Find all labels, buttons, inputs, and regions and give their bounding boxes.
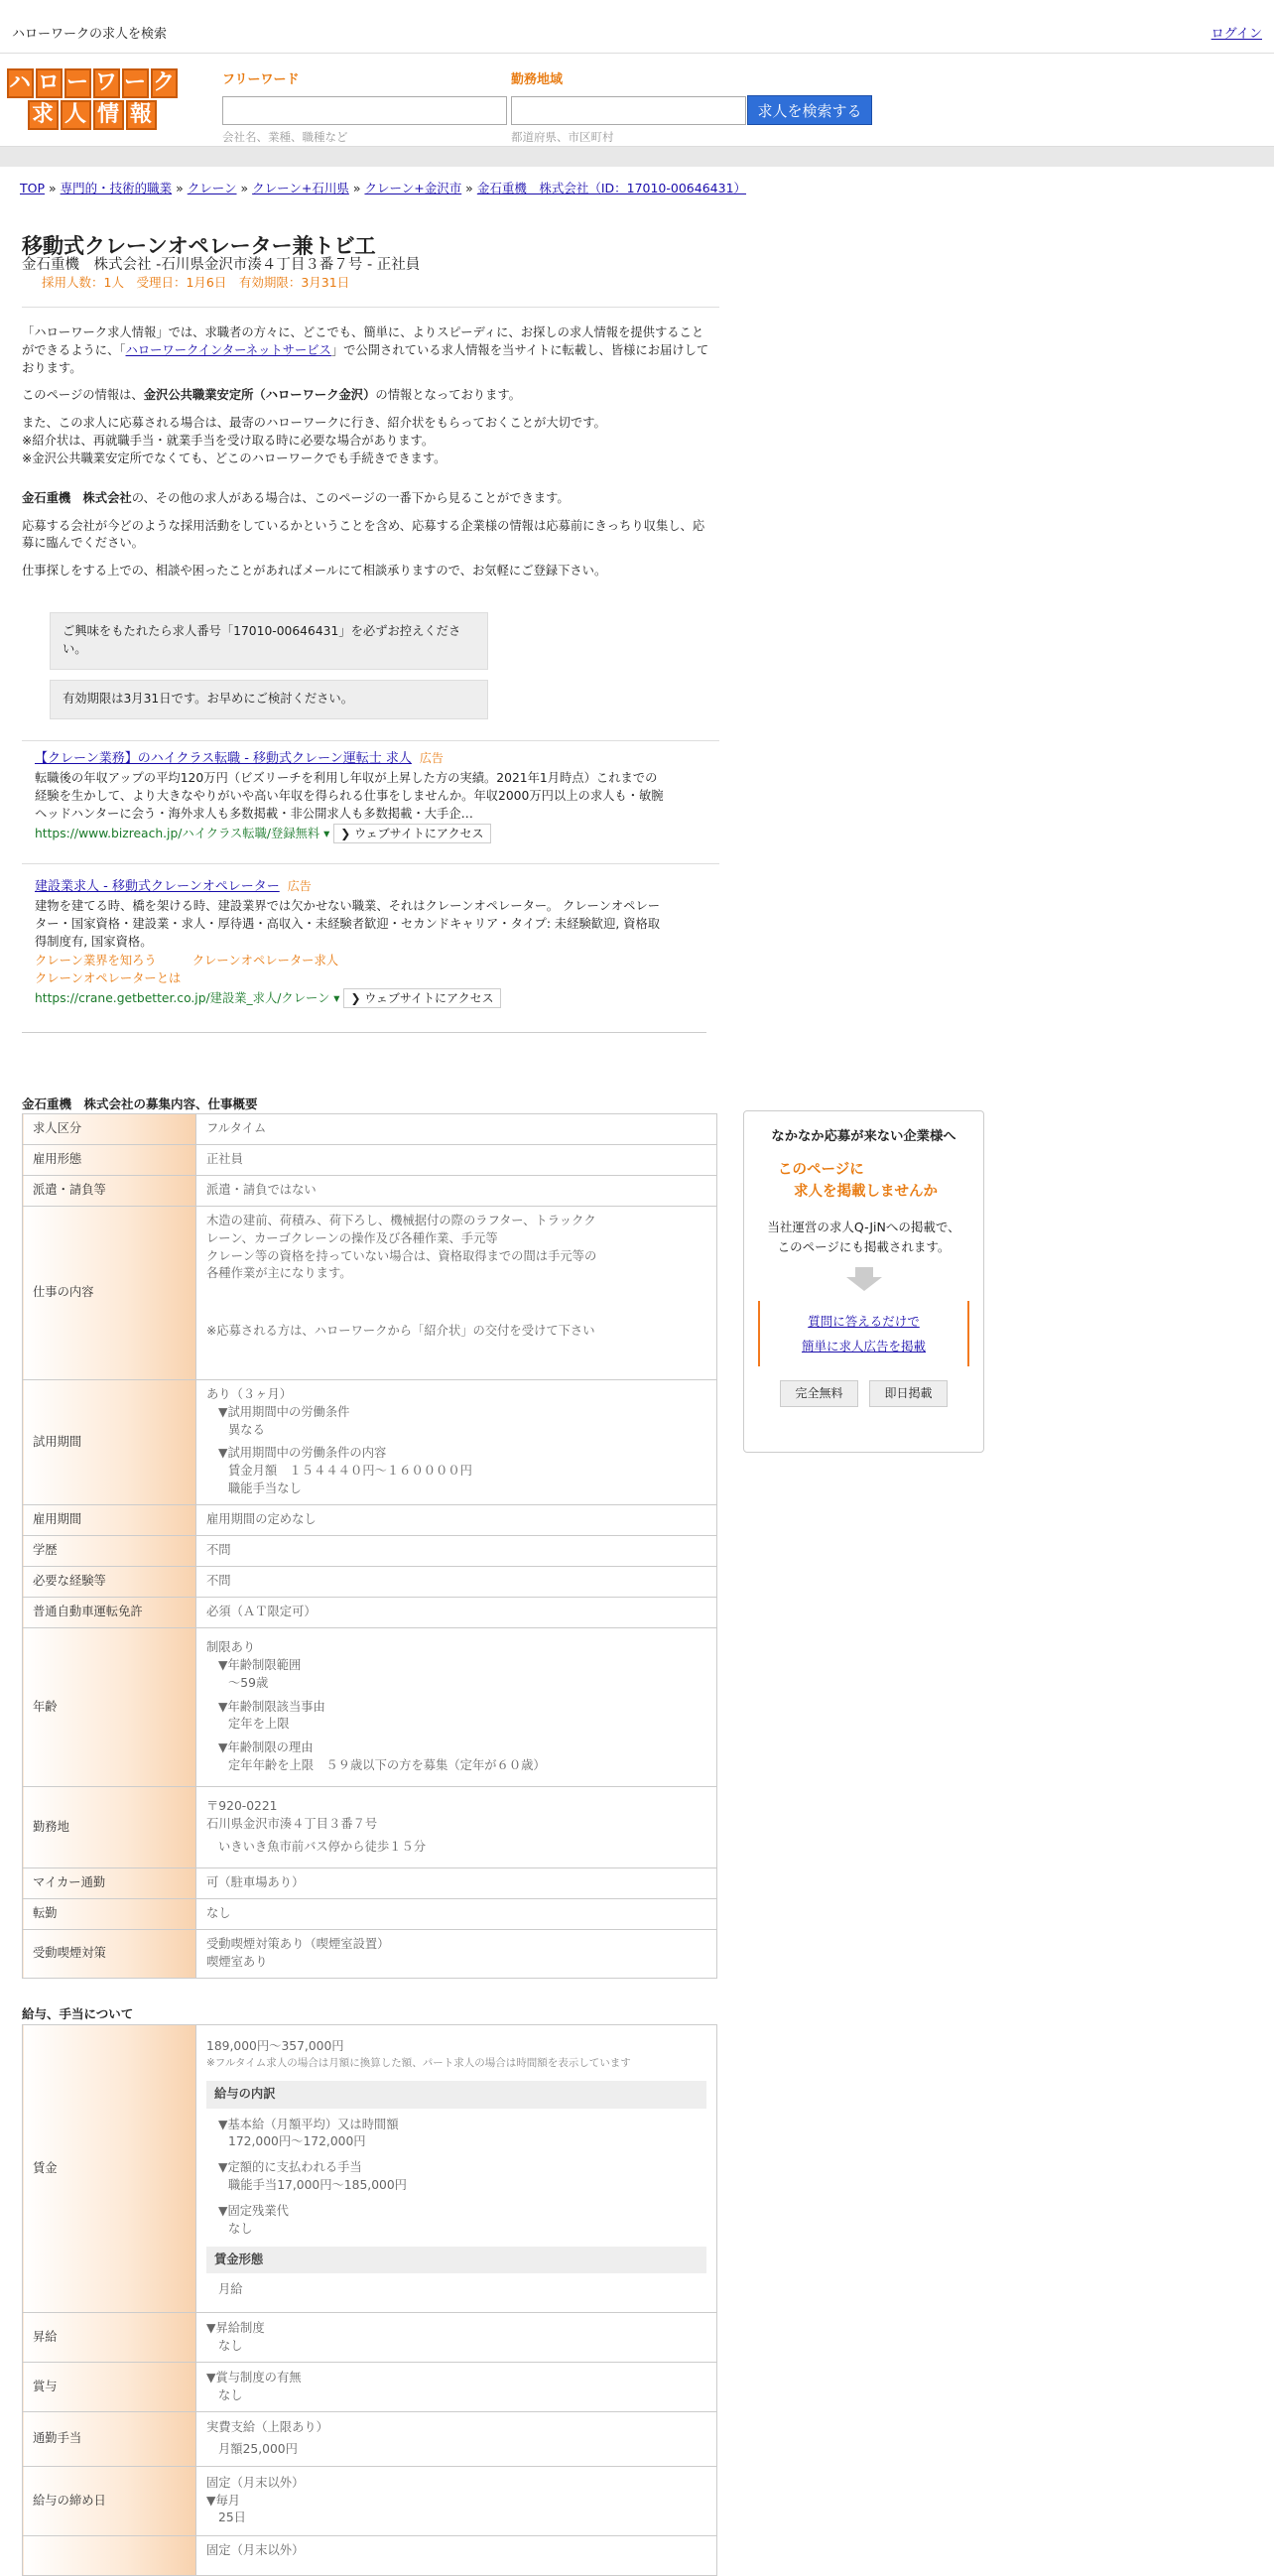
breadcrumb-crane[interactable]: クレーン bbox=[187, 181, 237, 195]
divider bbox=[22, 307, 719, 308]
table-row: 派遣・請負等 派遣・請負ではない bbox=[23, 1176, 717, 1207]
salary-table bbox=[22, 2024, 717, 2576]
table-row: 普通自動車運転免許 必須（ＡＴ限定可） bbox=[23, 1597, 717, 1627]
ad-title-link[interactable]: 建設業求人 - 移動式クレーンオペレーター bbox=[35, 879, 280, 894]
breadcrumb-crane-ishikawa[interactable]: クレーン+石川県 bbox=[252, 181, 349, 195]
table-row: マイカー通勤 可（駐車場あり） bbox=[23, 1868, 717, 1898]
sidebar-heading: なかなか応募が来ない企業様へ bbox=[771, 1129, 956, 1144]
free-button[interactable]: 完全無料 bbox=[780, 1380, 857, 1407]
area-input[interactable] bbox=[511, 96, 746, 125]
ad-tag: 広告 bbox=[287, 879, 312, 893]
ad-block bbox=[35, 749, 665, 843]
breadcrumb: TOP » 専門的・技術的職業 » クレーン » クレーン+石川県 » クレーン+金沢市 » 金石重機 株式会社（ID：17010-00646431） bbox=[20, 181, 747, 195]
intro-text: 「ハローワーク求人情報」では、求職者の方々に、どこでも、簡単に、よりスピーディに、お探しの求人情報を提供することができるように、「ハローワークインターネットサービス」で公開されている求人情報を当サイトに転載し、皆様にお届けしております。 このページの情報は、金沢公共職業安定所（ハローワーク金沢）の情報となっております。 また、この求人に応募される場合は、最寄のハローワークに行き、紹介状をもらっておくことが大切です。 ※紹介状は、再就職手当・就業手当を受け取る時に必要な場合があります。 ※金沢公共職業安定所でなくても、どこのハローワークでも手続きできます。 金石重機 株式会社の、その他の求人がある場合は、このページの一番下から見ることができます。 応募する会社が今どのような採用活動をしているかということを含め、応募する企業様の情報は応募前にきっちり収集し、応募に臨んでください。 仕事探しをする上での、相談や困ったことがあればメールにて相談承りますので、お気軽にご登録下さい。 bbox=[22, 325, 709, 579]
login-link[interactable]: ログイン bbox=[1210, 27, 1262, 42]
sidebar-buttons bbox=[744, 1380, 983, 1407]
sidebar-link-box bbox=[758, 1301, 969, 1366]
page-title: 移動式クレーンオペレーター兼トビ工 bbox=[22, 234, 376, 258]
ad-title-link[interactable]: 【クレーン業務】のハイクラス転職 - 移動式クレーン運転士 求人 bbox=[35, 751, 412, 766]
table-row: 雇用形態 正社員 bbox=[23, 1145, 717, 1176]
site-title: ハローワークの求人を検索 bbox=[12, 27, 168, 42]
ad-sitelink[interactable]: クレーンオペレーター求人 bbox=[191, 953, 339, 967]
down-arrow-icon bbox=[846, 1277, 882, 1291]
area-hint: 都道府県、市区町村 bbox=[511, 129, 614, 144]
advertise-sidebar bbox=[743, 1110, 984, 1453]
search-button[interactable]: 求人を検索する bbox=[747, 95, 872, 125]
keyword-hint: 会社名、業種、職種など bbox=[222, 129, 348, 144]
table-row: 受動喫煙対策 受動喫煙対策あり（喫煙室設置） 喫煙室あり bbox=[23, 1929, 717, 1978]
top-bar bbox=[0, 0, 1274, 54]
ad-sitelink[interactable]: クレーンオペレーターとは bbox=[35, 971, 182, 986]
table-row: 年齢 制限あり ▼年齢制限範囲 〜59歳 ▼年齢制限該当事由 定年を上限 ▼年齢制限の理由 定年年齢を上限 ５９歳以下の方を募集（定年が６０歳） bbox=[23, 1627, 717, 1786]
divider bbox=[22, 1032, 706, 1033]
sidebar-link-post-ad[interactable]: 簡単に求人広告を掲載 bbox=[801, 1338, 926, 1353]
job-details-table bbox=[22, 1113, 717, 1979]
ad-body: 転職後の年収アップの平均120万円（ビズリーチを利用し年収が上昇した方の実績。2021年1月時点）これまでの経験を生かして、より大きなやりがいや高い年収を得られる仕事をしませんか。年収2000万円以上の求人も・敏腕ヘッドハンターに会う・海外求人も多数掲載・非公開求人も多数掲載・大手企… bbox=[35, 770, 664, 822]
keyword-label: フリーワード bbox=[222, 72, 300, 87]
divider bbox=[22, 740, 719, 741]
table-row: 求人区分 フルタイム bbox=[23, 1114, 717, 1145]
same-day-button[interactable]: 即日掲載 bbox=[869, 1380, 947, 1407]
area-label: 勤務地域 bbox=[511, 72, 564, 87]
ad-url[interactable]: https://www.bizreach.jp/ハイクラス転職/登録無料 ▾ bbox=[35, 826, 330, 840]
ad-block bbox=[35, 877, 665, 1008]
table-row: 賃金 189,000円〜357,000円 ※フルタイム求人の場合は月額に換算した額、パート求人の場合は時間額を表示しています 給与の内訳 ▼基本給（月額平均）又は時間額 172,000円〜172,000円 ▼定額的に支払われる手当 職能手当17,000円〜185,000円 ▼固定残業代 なし 賃金形態 月給 bbox=[23, 2025, 717, 2313]
sidebar-text: 当社運営の求人Q-JiNへの掲載で、 このページにも掲載されます。 bbox=[767, 1219, 960, 1254]
area-field-group bbox=[511, 71, 746, 146]
sidebar-link-questions[interactable]: 質問に答えるだけで bbox=[808, 1313, 920, 1329]
header bbox=[0, 54, 1274, 146]
breadcrumb-company[interactable]: 金石重機 株式会社（ID：17010-00646431） bbox=[476, 181, 747, 195]
table-row: 給与の締め日 固定（月末以外） ▼毎月 25日 bbox=[23, 2467, 717, 2536]
breadcrumb-top[interactable]: TOP bbox=[20, 181, 46, 195]
ad-tag: 広告 bbox=[419, 751, 444, 765]
table-row: 賞与 ▼賞与制度の有無 なし bbox=[23, 2363, 717, 2412]
site-logo[interactable]: ハ ロ ー ワ ー ク 求 人 情 報 bbox=[5, 67, 179, 131]
expiry-note: 有効期限は3月31日です。お早めにご検討ください。 bbox=[50, 680, 488, 719]
down-arrow-icon bbox=[855, 1267, 873, 1277]
section-title-salary: 給与、手当について bbox=[22, 2006, 134, 2021]
job-meta: 採用人数：1人 受理日：1月6日 有効期限：3月31日 bbox=[42, 275, 350, 290]
table-row: 雇用期間 雇用期間の定めなし bbox=[23, 1504, 717, 1535]
ad-sitelinks bbox=[35, 952, 665, 988]
visit-website-button[interactable]: ❯ ウェブサイトにアクセス bbox=[333, 824, 490, 843]
table-row: 必要な経験等 不問 bbox=[23, 1566, 717, 1597]
table-row: 仕事の内容 木造の建前、荷積み、荷下ろし、機械据付の際のラフター、トラッククレーン、カーゴクレーンの操作及び各種作業、手元等 クレーン等の資格を持っていない場合は、資格取得までの間は手元等の各種作業が主になります。 ※応募される方は、ハローワークから「紹介状」の交付を受けて下さい bbox=[23, 1207, 717, 1380]
table-row: 昇給 ▼昇給制度 なし bbox=[23, 2313, 717, 2363]
table-row: 勤務地 〒920-0221 石川県金沢市湊４丁目３番７号 いきいき魚市前バス停から徒歩１５分 bbox=[23, 1786, 717, 1868]
sidebar-callout: このページに 求人を掲載しませんか bbox=[778, 1162, 938, 1201]
table-row: 通勤手当 実費支給（上限あり） 月額25,000円 bbox=[23, 2412, 717, 2467]
ad-body: 建物を建てる時、橋を架ける時、建設業界では欠かせない職業、それはクレーンオペレーター。 クレーンオペレーター・国家資格・建設業・求人・厚待遇・高収入・未経験者歓迎・セカンドキャリア・タイプ: 未経験歓迎, 資格取得制度有, 国家資格。 bbox=[35, 898, 661, 950]
divider-bar bbox=[0, 146, 1274, 167]
breadcrumb-category[interactable]: 専門的・技術的職業 bbox=[60, 181, 173, 195]
ad-url[interactable]: https://crane.getbetter.co.jp/建設業_求人/クレーン ▾ bbox=[35, 990, 340, 1005]
visit-website-button[interactable]: ❯ ウェブサイトにアクセス bbox=[343, 988, 500, 1008]
keyword-field-group bbox=[222, 71, 507, 146]
job-number-note: ご興味をもたれたら求人番号「17010-00646431」を必ずお控えください。 bbox=[50, 612, 488, 670]
divider bbox=[22, 863, 719, 864]
table-row: 転勤 なし bbox=[23, 1898, 717, 1929]
section-title-job: 金石重機 株式会社の募集内容、仕事概要 bbox=[22, 1096, 258, 1111]
table-row: 固定（月末以外） bbox=[23, 2536, 717, 2576]
table-row: 学歴 不問 bbox=[23, 1535, 717, 1566]
hellowork-internet-link[interactable]: ハローワークインターネットサービス bbox=[125, 342, 331, 357]
table-row: 試用期間 あり（３ヶ月） ▼試用期間中の労働条件 異なる ▼試用期間中の労働条件の内容 賃金月額 １５４４４０円～１６００００円 職能手当なし bbox=[23, 1380, 717, 1505]
breadcrumb-crane-kanazawa[interactable]: クレーン+金沢市 bbox=[364, 181, 462, 195]
keyword-input[interactable] bbox=[222, 96, 507, 125]
job-subtitle: 金石重機 株式会社 -石川県金沢市湊４丁目３番７号 - 正社員 bbox=[22, 257, 421, 273]
ad-sitelink[interactable]: クレーン業界を知ろう bbox=[35, 953, 157, 967]
